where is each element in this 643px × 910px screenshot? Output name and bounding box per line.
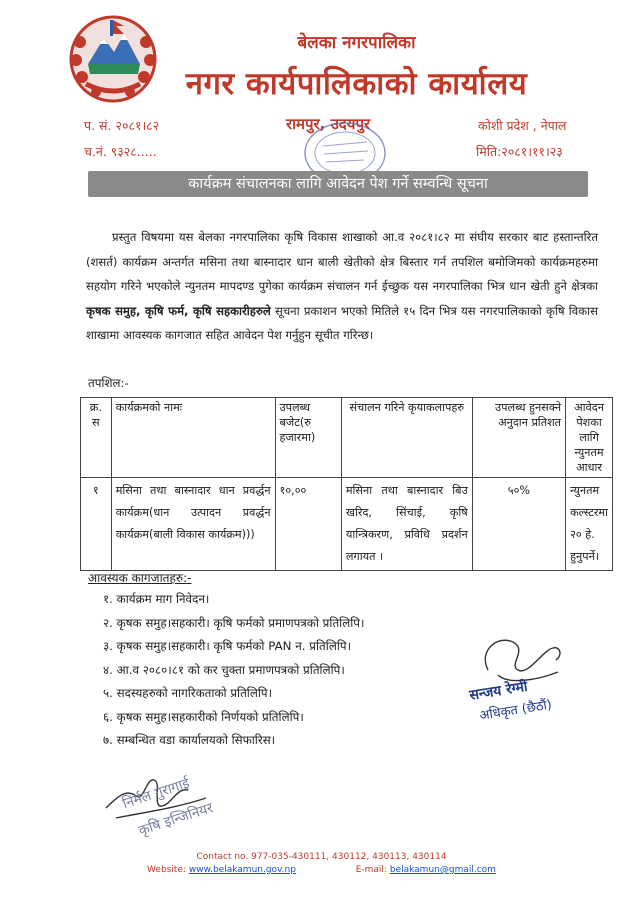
notice-date: मिति:२०८१।११।२३ bbox=[476, 144, 563, 159]
table-cell: १०,०० bbox=[275, 478, 341, 571]
table-cell: न्युनतम कल्स्टरमा २० हे. हुनुपर्ने। bbox=[566, 478, 613, 571]
table-cell: ५०% bbox=[472, 478, 565, 571]
body-paragraph-part2: सूचना प्रकाशन भएको मितिले १५ दिन भित्र यस नगरपालिकाको कृषि विकास शाखामा आवस्यक कागजात सहित आवेदन पेश गर्नुहुन सूचीत गरिन्छ। bbox=[86, 303, 598, 343]
program-table bbox=[80, 397, 613, 571]
list-item: २. कृषक समुह।सहकारी। कृषि फर्मको प्रमाणपत्रको प्रतिलिपि। bbox=[103, 615, 365, 630]
table-header-cell: संचालन गरिने कृयाकलापहरु bbox=[341, 398, 472, 478]
table-row bbox=[81, 478, 613, 571]
dispatch-number: च.नं. ९३२८..... bbox=[84, 144, 157, 159]
list-item: ७. सम्बन्धित वडा कार्यालयको सिफारिस। bbox=[103, 733, 276, 747]
website-label: Website: bbox=[147, 865, 186, 875]
list-item: १. कार्यक्रम माग निवेदन। bbox=[103, 592, 210, 606]
table-header-row bbox=[81, 398, 613, 478]
province-label: कोशी प्रदेश , नेपाल bbox=[478, 118, 567, 133]
table-header-cell: उपलब्ध बजेट(रु हजारमा) bbox=[275, 398, 341, 478]
office-location: रामपुर, उदयपुर bbox=[286, 115, 371, 133]
table-cell: १ bbox=[81, 478, 112, 571]
email-label: E-mail: bbox=[355, 865, 387, 875]
footer-contact: Contact no. 977-035-430111, 430112, 430113, 430114 bbox=[196, 852, 447, 862]
table-header-cell: कार्यक्रमको नामः bbox=[111, 398, 275, 478]
body-paragraph-bold: कृषक समुह, कृषि फर्म, कृषि सहकारीहरुले bbox=[86, 303, 271, 318]
table-cell: मसिना तथा बास्नादार धान प्रवर्द्धन कार्यक्रम(धान उत्पादन प्रवर्द्धन कार्यक्रम(बाली विकास कार्यक्रम))) bbox=[111, 478, 275, 571]
reference-number: प. सं. २०८१।८२ bbox=[84, 118, 160, 133]
notice-title-banner: कार्यक्रम संचालनका लागि आवेदन पेश गर्ने सम्वन्धि सूचना bbox=[88, 171, 588, 197]
footer-links bbox=[0, 865, 643, 875]
engineer-designation: कृषि इन्जिनियर bbox=[136, 800, 216, 840]
body-paragraph-part1: प्रस्तुत विषयमा यस बेलका नगरपालिका कृषि विकास शाखाको आ.व २०८१।८२ मा संघीय सरकार बाट हस्तान्तरित (शसर्त) कार्यक्रम अन्तर्गत मसिना तथा बास्नादार धान बाली खेतीको क्षेत्र बिस्तार गर्न तपशिल बमोजिमको कार्यक्रमहरुमा सहयोग गरिने भएकोले न्युनतम मापदण्ड पुगेका कार्यक्रम संचालन गर्न ईच्छुक यस नगरपालिका भित्र धान खेती हुने क्षेत्रका bbox=[86, 230, 598, 294]
table-cell: मसिना तथा बास्नादार बिउ खरिद, सिंचाई, कृषि यान्त्रिकरण, प्रविधि प्रदर्शन लगायत । bbox=[341, 478, 472, 571]
list-item: ६. कृषक समुह।सहकारीको निर्णयको प्रतिलिपि। bbox=[103, 709, 304, 724]
list-item: ५. सदस्यहरुको नागरिकताको प्रतिलिपि। bbox=[103, 686, 273, 700]
documents-title: आवस्यक कागजातहरु:- bbox=[88, 571, 192, 585]
documents-list bbox=[103, 588, 364, 753]
list-item: ४. आ.व २०८०।८१ को कर चुक्ता प्रमाणपत्रको प्रतिलिपि। bbox=[103, 662, 345, 677]
list-item: ३. कृषक समुह।सहकारी। कृषि फर्मको PAN न. प्रतिलिपि। bbox=[103, 639, 352, 653]
details-label: तपशिल:- bbox=[88, 376, 129, 390]
table-header-cell: क्र. स bbox=[81, 398, 112, 478]
table-header-cell: उपलब्ध हुनसक्ने अनुदान प्रतिशत bbox=[472, 398, 565, 478]
engineer-name: निर्मल गुरागाई bbox=[120, 775, 192, 813]
municipality-name: बेलका नगरपालिका bbox=[297, 33, 416, 53]
officer-name: सन्जय रेग्मी bbox=[468, 678, 529, 704]
website-link[interactable]: www.belakamun.gov.np bbox=[188, 865, 296, 875]
notice-body bbox=[86, 225, 598, 348]
office-name: नगर कार्यपालिकाको कार्यालय bbox=[185, 66, 528, 102]
officer-designation: अधिकृत (छैठौं) bbox=[478, 697, 553, 724]
email-link[interactable]: belakamun@gmail.com bbox=[389, 865, 496, 875]
table-header-cell: आवेदन पेशका लागि न्युनतम आधार bbox=[566, 398, 613, 478]
